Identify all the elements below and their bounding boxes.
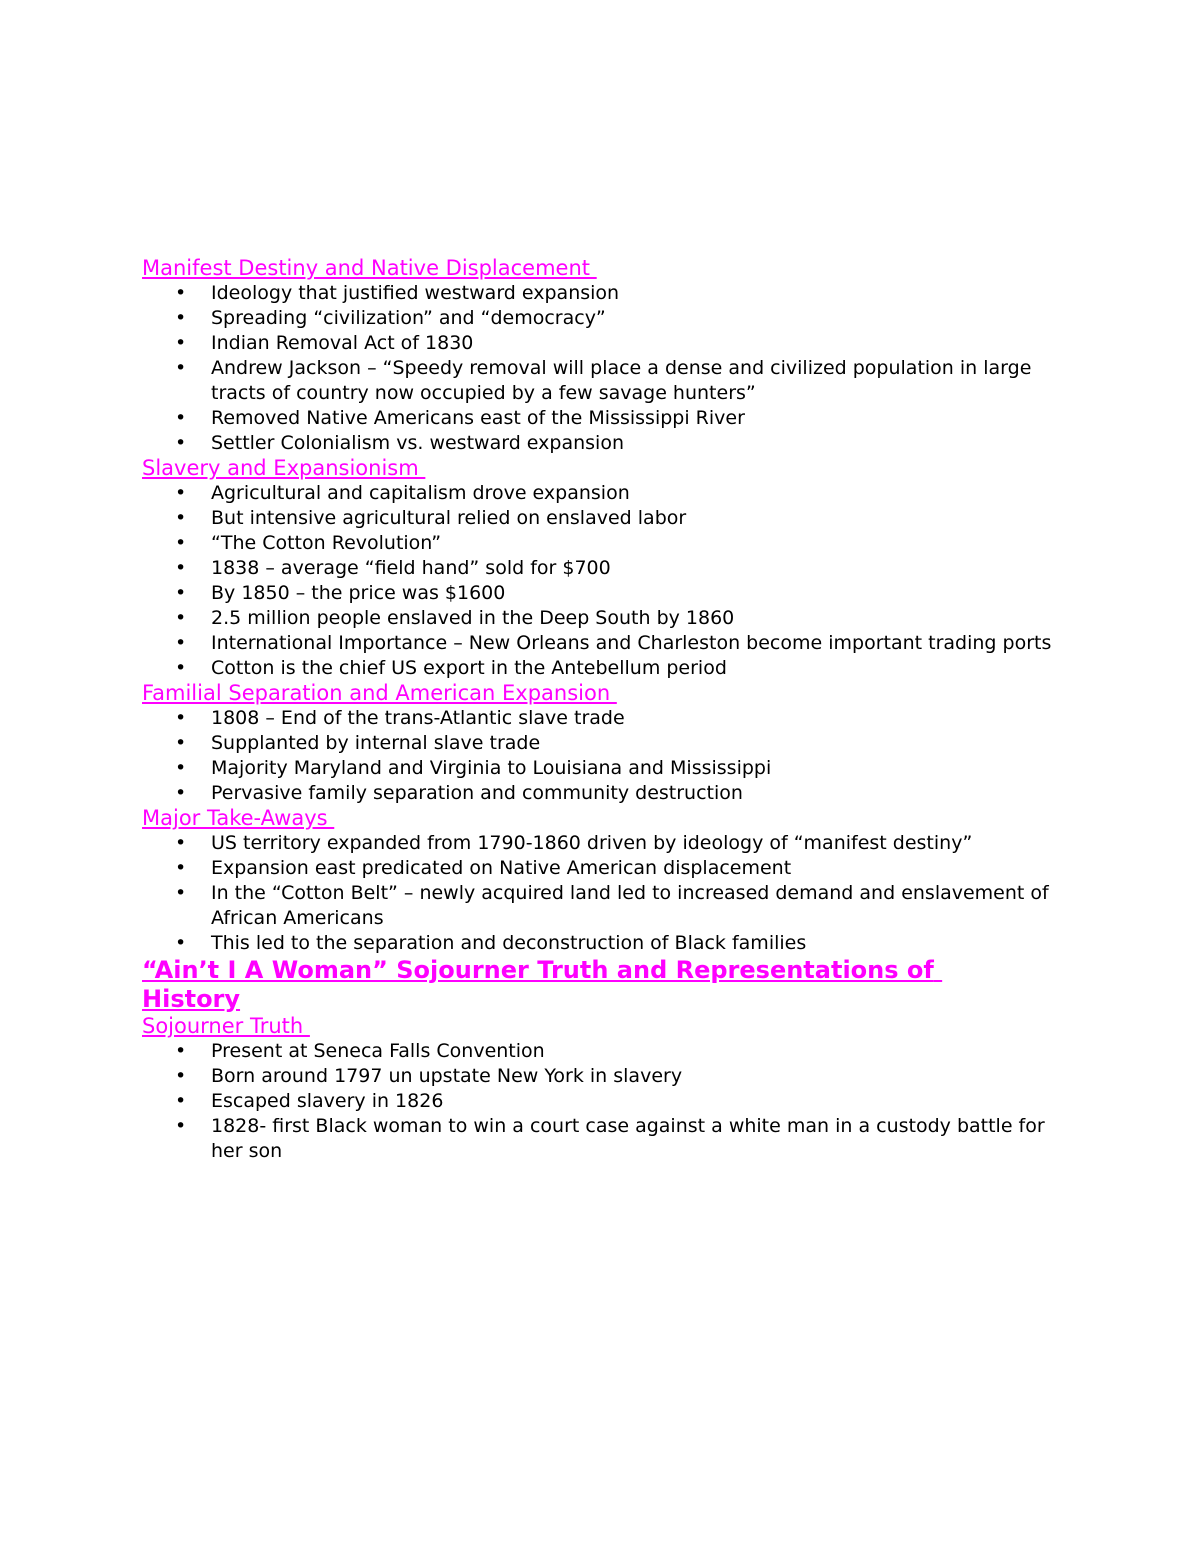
list-item-text: Agricultural and capitalism drove expansion	[211, 482, 630, 504]
bullet-icon: •	[175, 407, 187, 429]
section-heading: Manifest Destiny and Native Displacement	[142, 256, 597, 280]
section-heading: Familial Separation and American Expansion	[142, 681, 617, 705]
bullet-icon: •	[175, 432, 187, 454]
bullet-icon: •	[175, 832, 187, 854]
list-item	[142, 581, 1061, 606]
list-item	[142, 656, 1061, 681]
list-item-text: 1838 – average “field hand” sold for $700	[211, 557, 611, 579]
bullet-icon: •	[175, 332, 187, 354]
bullet-icon: •	[175, 1115, 187, 1137]
bullet-icon: •	[175, 782, 187, 804]
bullet-icon: •	[175, 932, 187, 954]
list-item-text: Escaped slavery in 1826	[211, 1090, 444, 1112]
section-heading: Major Take-Aways	[142, 806, 335, 830]
list-item-text: 1808 – End of the trans-Atlantic slave trade	[211, 707, 625, 729]
list-item-text: Present at Seneca Falls Convention	[211, 1040, 545, 1062]
document-body	[142, 256, 1072, 1164]
list-item	[142, 531, 1061, 556]
list-item-text: But intensive agricultural relied on enslaved labor	[211, 507, 687, 529]
bullet-icon: •	[175, 557, 187, 579]
bullet-icon: •	[175, 507, 187, 529]
bullet-icon: •	[175, 757, 187, 779]
list-item	[142, 431, 1061, 456]
bullet-icon: •	[175, 707, 187, 729]
list-item-text: Removed Native Americans east of the Mississippi River	[211, 407, 745, 429]
list-item	[142, 481, 1061, 506]
list-item-text: Andrew Jackson – “Speedy removal will place a dense and civilized population in large tracts of country now occupied by a few savage hunters”	[211, 357, 1032, 404]
bullet-icon: •	[175, 482, 187, 504]
bullet-icon: •	[175, 607, 187, 629]
list-item	[142, 1089, 1061, 1114]
list-item-text: International Importance – New Orleans and Charleston become important trading ports	[211, 632, 1052, 654]
bullet-icon: •	[175, 857, 187, 879]
major-heading: “Ain’t I A Woman” Sojourner Truth and Representations of History	[142, 956, 943, 1013]
bullet-list	[142, 1039, 1072, 1164]
list-item	[142, 856, 1061, 881]
list-item	[142, 831, 1061, 856]
bullet-icon: •	[175, 1090, 187, 1112]
bullet-icon: •	[175, 732, 187, 754]
list-item-text: In the “Cotton Belt” – newly acquired land led to increased demand and enslavement of African Americans	[211, 882, 1049, 929]
bullet-icon: •	[175, 282, 187, 304]
bullet-icon: •	[175, 1065, 187, 1087]
list-item-text: By 1850 – the price was $1600	[211, 582, 506, 604]
list-item-text: 1828- first Black woman to win a court case against a white man in a custody battle for her son	[211, 1115, 1045, 1162]
list-item	[142, 281, 1061, 306]
list-item	[142, 331, 1061, 356]
bullet-icon: •	[175, 632, 187, 654]
section-heading: Sojourner Truth	[142, 1014, 310, 1038]
list-item-text: This led to the separation and deconstruction of Black families	[211, 932, 807, 954]
list-item-text: US territory expanded from 1790-1860 driven by ideology of “manifest destiny”	[211, 832, 973, 854]
list-item	[142, 506, 1061, 531]
bullet-list	[142, 706, 1072, 806]
list-item-text: Majority Maryland and Virginia to Louisiana and Mississippi	[211, 757, 772, 779]
bullet-icon: •	[175, 307, 187, 329]
list-item	[142, 406, 1061, 431]
list-item-text: Ideology that justified westward expansion	[211, 282, 620, 304]
list-item	[142, 606, 1061, 631]
list-item-text: Cotton is the chief US export in the Antebellum period	[211, 657, 727, 679]
section-heading: Slavery and Expansionism	[142, 456, 426, 480]
list-item-text: Indian Removal Act of 1830	[211, 332, 474, 354]
list-item	[142, 706, 1061, 731]
list-item	[142, 556, 1061, 581]
bullet-icon: •	[175, 357, 187, 379]
list-item	[142, 881, 1061, 931]
list-item	[142, 1064, 1061, 1089]
list-item	[142, 356, 1061, 406]
list-item-text: Spreading “civilization” and “democracy”	[211, 307, 606, 329]
bullet-icon: •	[175, 582, 187, 604]
list-item-text: Settler Colonialism vs. westward expansion	[211, 432, 624, 454]
bullet-icon: •	[175, 532, 187, 554]
list-item-text: 2.5 million people enslaved in the Deep South by 1860	[211, 607, 735, 629]
list-item-text: Born around 1797 un upstate New York in slavery	[211, 1065, 683, 1087]
bullet-icon: •	[175, 657, 187, 679]
list-item	[142, 731, 1061, 756]
bullet-icon: •	[175, 1040, 187, 1062]
list-item	[142, 1114, 1061, 1164]
list-item	[142, 1039, 1061, 1064]
list-item-text: Supplanted by internal slave trade	[211, 732, 541, 754]
list-item-text: Pervasive family separation and community destruction	[211, 782, 743, 804]
list-item	[142, 306, 1061, 331]
bullet-icon: •	[175, 882, 187, 904]
list-item	[142, 781, 1061, 806]
list-item	[142, 631, 1061, 656]
list-item	[142, 931, 1061, 956]
list-item-text: “The Cotton Revolution”	[211, 532, 442, 554]
list-item	[142, 756, 1061, 781]
bullet-list	[142, 281, 1072, 456]
list-item-text: Expansion east predicated on Native American displacement	[211, 857, 792, 879]
bullet-list	[142, 481, 1072, 681]
bullet-list	[142, 831, 1072, 956]
